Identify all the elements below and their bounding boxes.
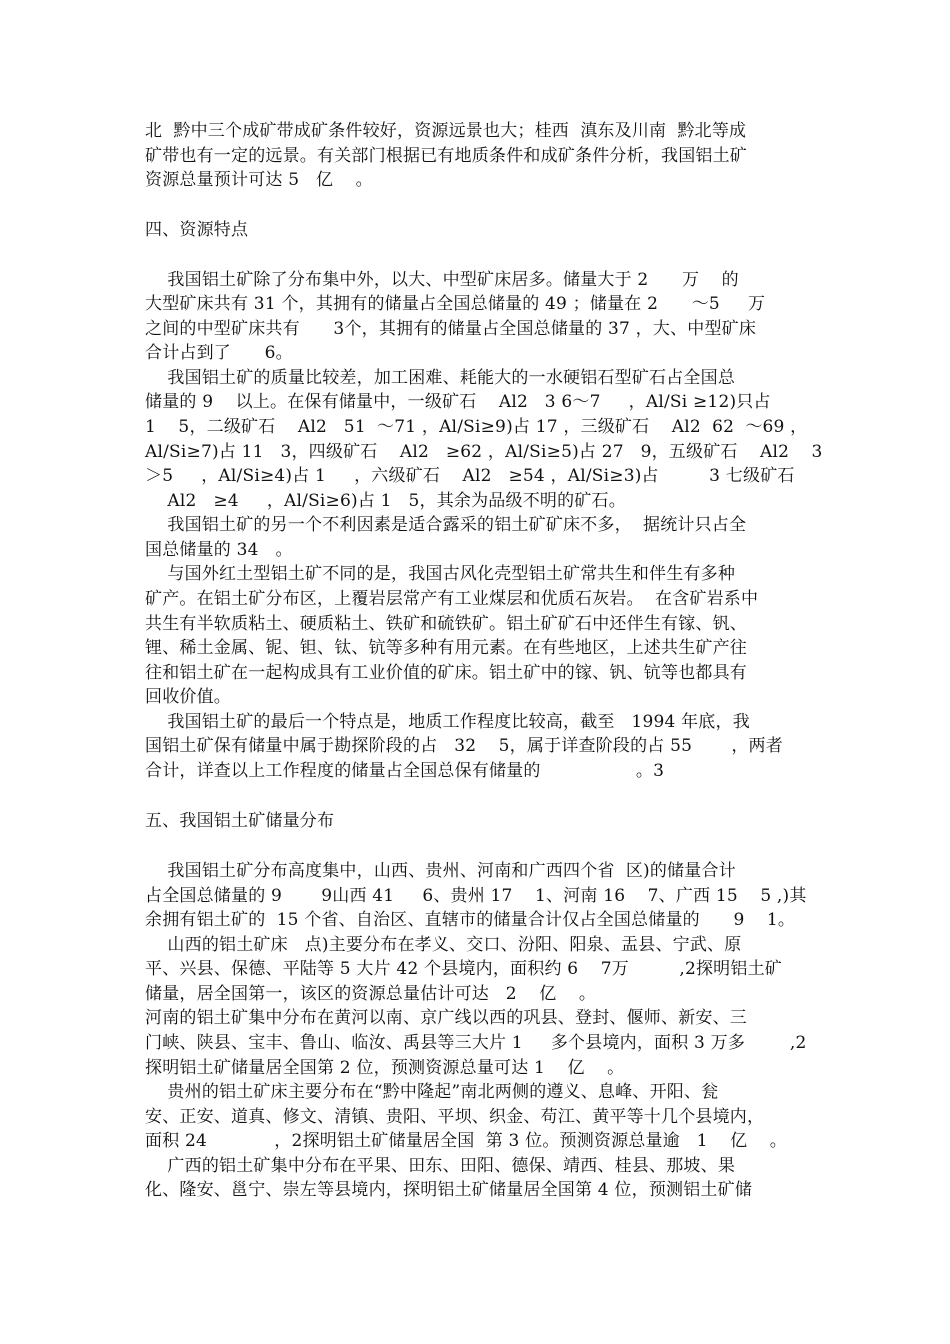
text-line: 国总储量的 34 。 <box>145 540 293 560</box>
text-line: 国铝土矿保有储量中属于勘探阶段的占 32 5，属于详查阶段的占 55 ，两者 <box>145 736 783 756</box>
text-line: 合计占到了 6。 <box>145 343 293 363</box>
text-line: 大型矿床共有 31 个，其拥有的储量占全国总储量的 49 ；储量在 2 ～5 万 <box>145 294 766 314</box>
text-line: 探明铝土矿储量居全国第 2 位，预测资源总量可达 1 亿 。 <box>145 1058 625 1078</box>
text-line: 储量的 9 以上。在保有储量中，一级矿石 Al2 3 6～7 ，Al/Si ≥12)只占 <box>145 392 771 412</box>
text-line: 贵州的铝土矿床主要分布在“黔中隆起”南北两侧的遵义、息峰、开阳、瓮 <box>145 1082 719 1102</box>
text-line: 之间的中型矿床共有 3个，其拥有的储量占全国总储量的 37 ，大、中型矿床 <box>145 319 757 339</box>
section-heading: 四、资源特点 <box>145 220 249 240</box>
text-line: 山西的铝土矿床 点)主要分布在孝义、交口、汾阳、阳泉、盂县、宁武、原 <box>145 935 742 955</box>
text-line: 我国铝土矿除了分布集中外，以大、中型矿床居多。储量大于 2 万 的 <box>145 270 739 290</box>
text-line: 储量，居全国第一，该区的资源总量估计可达 2 亿 。 <box>145 984 597 1004</box>
text-line: 回收价值。 <box>145 687 231 707</box>
text-line: 矿带也有一定的远景。有关部门根据已有地质条件和成矿条件分析，我国铝土矿 <box>145 146 747 166</box>
text-line: 河南的铝土矿集中分布在黄河以南、京广线以西的巩县、登封、偃师、新安、三 <box>145 1008 747 1028</box>
text-line: 占全国总储量的 9 9山西 41 6、贵州 17 1、河南 16 7、广西 15 5 ,)其 <box>145 886 807 906</box>
text-line: 资源总量预计可达 5 亿 。 <box>145 170 373 190</box>
text-line: Al/Si≥7)占 11 3，四级矿石 Al2 ≥62 ，Al/Si≥5)占 27 9，五级矿石 Al2 3 <box>145 442 823 462</box>
text-line: 我国铝土矿的最后一个特点是，地质工作程度比较高，截至 1994 年底，我 <box>145 712 750 732</box>
section-heading: 五、我国铝土矿储量分布 <box>145 811 335 831</box>
text-line: 我国铝土矿的质量比较差，加工困难、耗能大的一水硬铝石型矿石占全国总 <box>145 368 736 388</box>
text-line: ＞5 ，Al/Si≥4)占 1 ，六级矿石 Al2 ≥54 ，Al/Si≥3)占 3 七级矿石 <box>145 466 795 486</box>
text-line: 安、正安、道真、修文、清镇、贵阳、平坝、织金、苟江、黄平等十几个县境内， <box>145 1107 765 1127</box>
text-line: 平、兴县、保德、平陆等 5 大片 42 个县境内，面积约 6 7万 ,2探明铝土矿 <box>145 959 782 979</box>
text-line: 矿产。在铝土矿分布区，上覆岩层常产有工业煤层和优质石灰岩。 在含矿岩系中 <box>145 589 759 609</box>
text-line: 共生有半软质粘土、硬质粘土、铁矿和硫铁矿。铝土矿矿石中还伴生有镓、钒、 <box>145 614 747 634</box>
text-line: 我国铝土矿分布高度集中，山西、贵州、河南和广西四个省 区)的储量合计 <box>145 861 736 881</box>
text-line: 面积 24 ，2探明铝土矿储量居全国 第 3 位。预测资源总量逾 1 亿 。 <box>145 1131 787 1151</box>
text-line: 1 5，二级矿石 Al2 51 ～71 ，Al/Si≥9)占 17 ，三级矿石 Al2 62 ～69 ， <box>145 417 808 437</box>
text-line: 广西的铝土矿集中分布在平果、田东、田阳、德保、靖西、桂县、那坡、果 <box>145 1156 736 1176</box>
text-line: 合计，详查以上工作程度的储量占全国总保有储量的 。3 <box>145 761 665 781</box>
text-line: 锂、稀土金属、铌、钽、钛、钪等多种有用元素。在有些地区，上述共生矿产往 <box>145 638 747 658</box>
text-line: 门峡、陕县、宝丰、鲁山、临汝、禹县等三大片 1 多个县境内，面积 3 万多 ,2 <box>145 1033 807 1053</box>
text-line: 我国铝土矿的另一个不利因素是适合露采的铝土矿矿床不多， 据统计只占全 <box>145 515 747 535</box>
text-line: Al2 ≥4 ，Al/Si≥6)占 1 5，其余为品级不明的矿石。 <box>145 491 626 511</box>
text-line: 余拥有铝土矿的 15 个省、自治区、直辖市的储量合计仅占全国总储量的 9 1。 <box>145 910 796 930</box>
text-line: 化、隆安、邕宁、崇左等县境内，探明铝土矿储量居全国第 4 位，预测铝土矿储 <box>145 1180 753 1200</box>
text-line: 与国外红土型铝土矿不同的是，我国古风化壳型铝土矿常共生和伴生有多种 <box>145 564 736 584</box>
text-line: 往和铝土矿在一起构成具有工业价值的矿床。铝土矿中的镓、钒、钪等也都具有 <box>145 663 747 683</box>
text-line: 北 黔中三个成矿带成矿条件较好，资源远景也大；桂西 滇东及川南 黔北等成 <box>145 121 747 141</box>
